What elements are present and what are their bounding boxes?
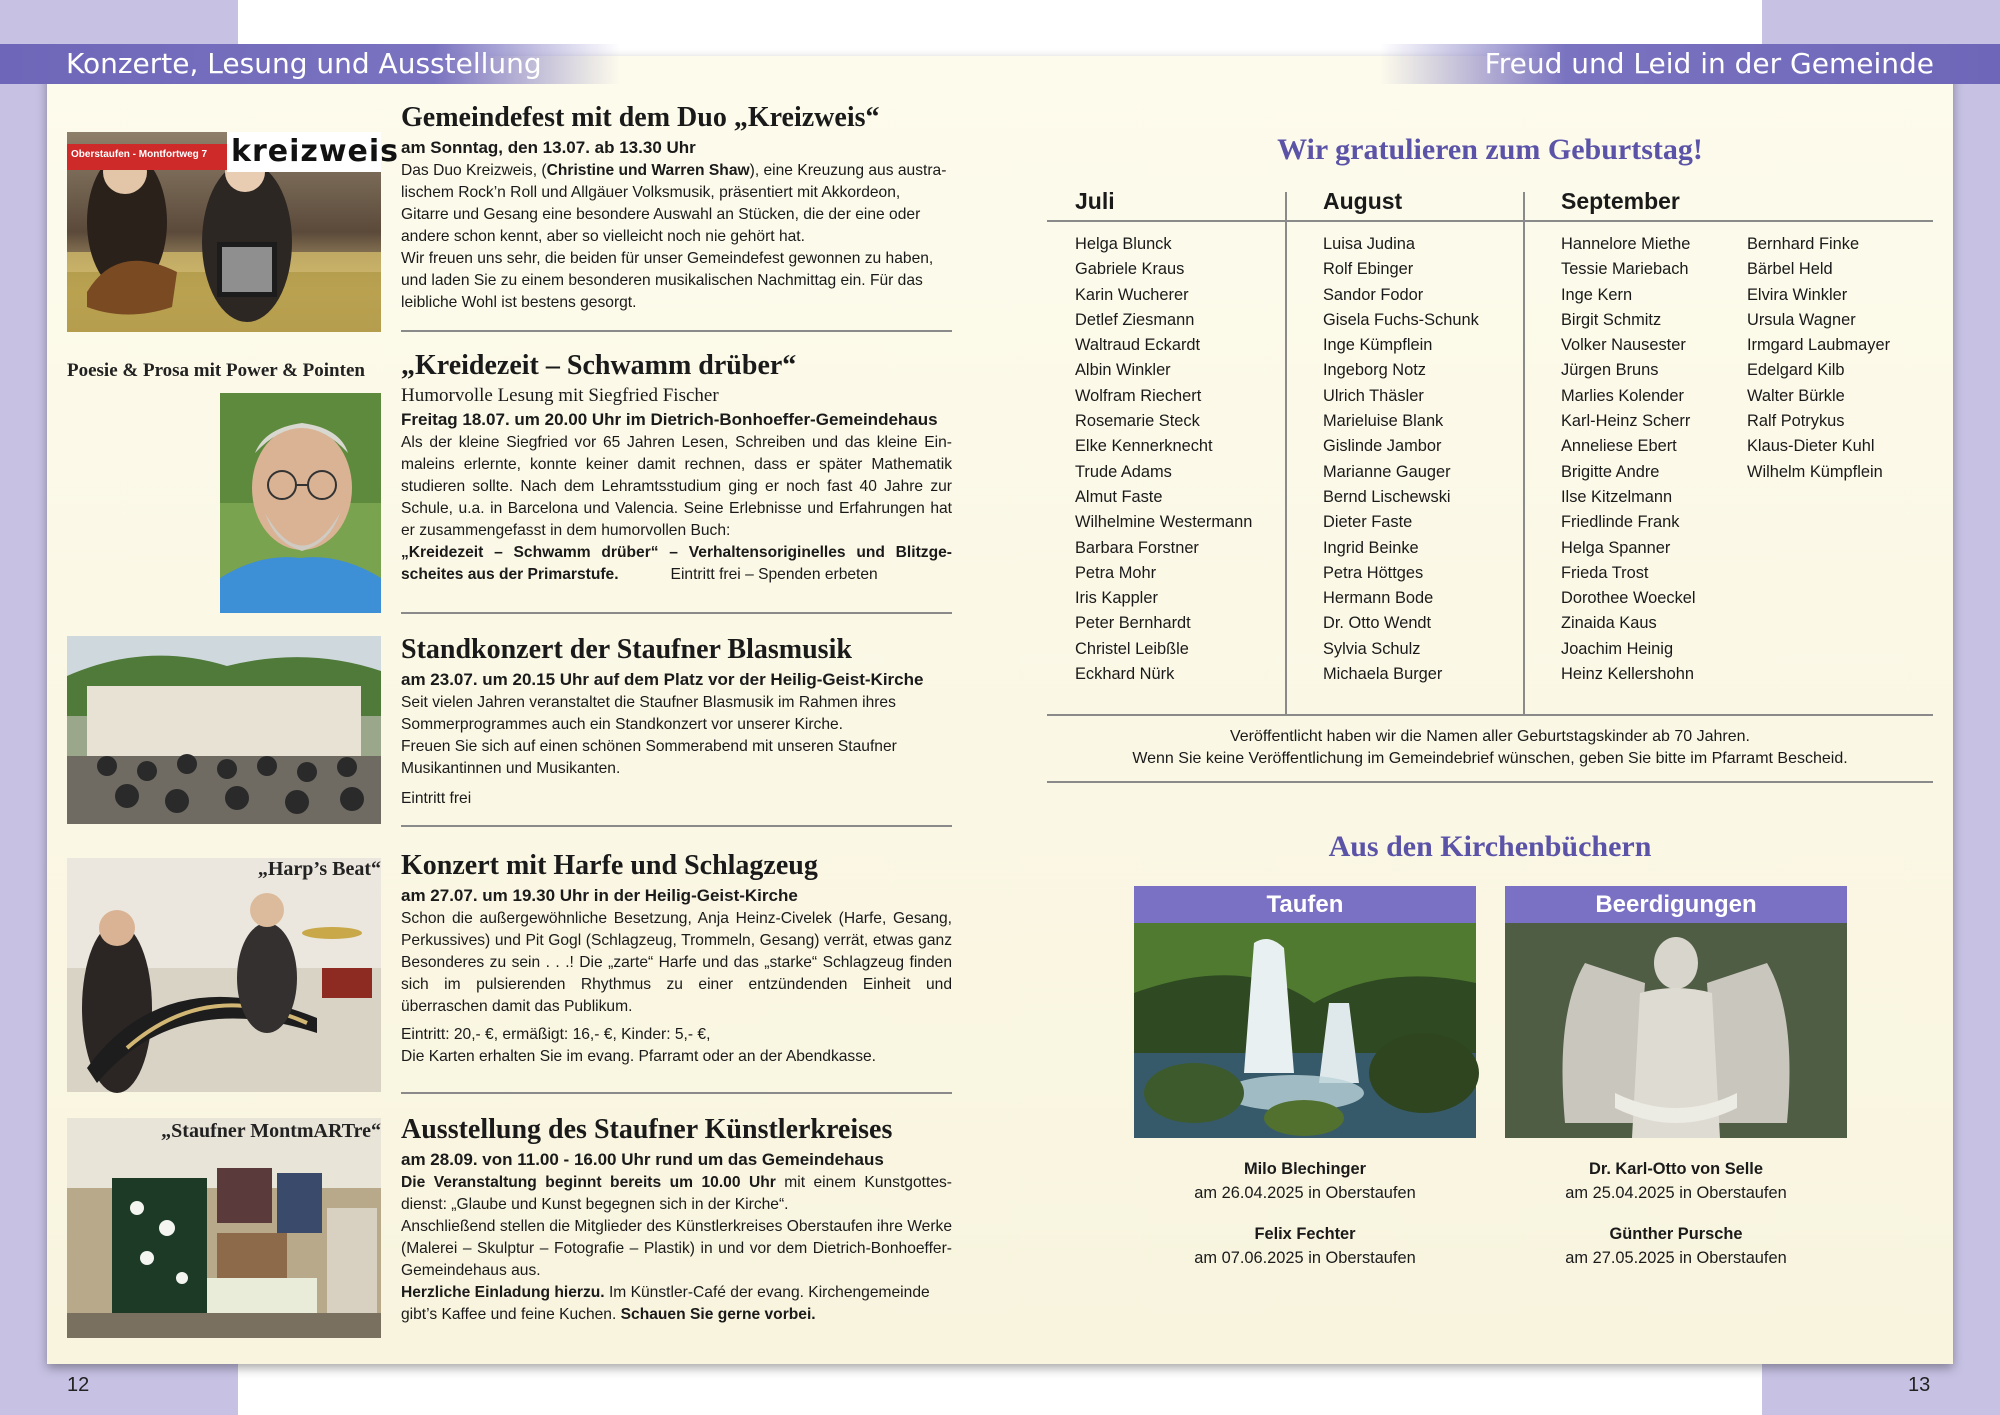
kreizweis-banner-logo: kreizweis xyxy=(231,134,400,169)
event-date: am 23.07. um 20.15 Uhr auf dem Platz vor der Heilig-Geist-Kirche xyxy=(401,670,924,689)
names-september xyxy=(1561,232,1696,687)
note-rule-top xyxy=(1047,714,1933,716)
birthday-name: Inge Kern xyxy=(1561,285,1633,304)
birthday-name: Helga Spanner xyxy=(1561,538,1671,557)
baptism-name: Milo Blechinger xyxy=(1243,1160,1367,1178)
birthday-name: Gabriele Kraus xyxy=(1075,260,1185,279)
birthday-name: Brigitte Andre xyxy=(1561,462,1660,481)
column-divider xyxy=(1285,192,1287,714)
names-juli xyxy=(1075,232,1252,687)
event-harfe-schlagzeug xyxy=(67,848,952,1092)
event-kreidezeit xyxy=(67,348,952,613)
names-august xyxy=(1323,232,1479,687)
birthday-name: Detlef Ziesmann xyxy=(1075,310,1195,329)
birthday-name: Eckhard Nürk xyxy=(1075,665,1175,684)
baptisms-header: Taufen xyxy=(1134,886,1476,923)
birthday-name: Petra Mohr xyxy=(1075,563,1157,582)
birthday-name: Dorothee Woeckel xyxy=(1561,589,1696,608)
birthday-name: Edelgard Kilb xyxy=(1747,361,1845,380)
left-section-title: Konzerte, Lesung und Ausstellung xyxy=(66,47,542,80)
note-rule-bottom xyxy=(1047,781,1933,783)
funeral-entry xyxy=(1504,1222,1848,1270)
event-divider xyxy=(401,612,952,614)
baptism-detail: am 07.06.2025 in Oberstaufen xyxy=(1194,1249,1416,1267)
event-description-2: Anschließend stellen die Mitglieder des Künstlerkreises Oberstaufen ihre Werke (Malerei – Skulptur – Fotografie – Plastik) in und vor dem Dietrich-Bonhoeffer-Gemeindehaus aus. xyxy=(401,1218,952,1279)
birthday-name: Hermann Bode xyxy=(1323,589,1434,608)
page-number-right: 13 xyxy=(1908,1374,1931,1396)
event-date: am 27.07. um 19.30 Uhr in der Heilig-Geist-Kirche xyxy=(401,886,798,905)
birthday-name: Bärbel Held xyxy=(1747,260,1833,279)
birthday-name: Marieluise Blank xyxy=(1323,412,1444,431)
birthday-name: Wolfram Riechert xyxy=(1075,386,1202,405)
birthday-heading: Wir gratulieren zum Geburtstag! xyxy=(1277,133,1703,166)
right-section-band xyxy=(1380,44,2000,84)
column-divider xyxy=(1523,192,1525,714)
montmartre-photo xyxy=(67,1118,381,1338)
event-admission: Eintritt frei xyxy=(401,790,472,807)
funeral-detail: am 25.04.2025 in Oberstaufen xyxy=(1565,1184,1787,1202)
event-tickets: Die Karten erhalten Sie im evang. Pfarramt oder an der Abendkasse. xyxy=(401,1048,877,1065)
birthday-name: Almut Faste xyxy=(1075,487,1163,506)
harps-beat-photo xyxy=(67,858,381,1092)
event-closing: Herzliche Einladung hierzu. Im Künstler-Café der evang. Kirchengemeinde gibt’s Kaffee und feine Kuchen. Schauen Sie gerne vorbei. xyxy=(401,1284,930,1323)
birthday-name: Tessie Mariebach xyxy=(1561,260,1689,279)
event-subtitle: Humorvolle Lesung mit Siegfried Fischer xyxy=(401,385,719,406)
poesie-caption: Poesie & Prosa mit Power & Pointen xyxy=(67,360,365,381)
event-title: Konzert mit Harfe und Schlagzeug xyxy=(401,850,818,881)
birthday-name: Marianne Gauger xyxy=(1323,462,1451,481)
birthday-name: Sandor Fodor xyxy=(1323,285,1424,304)
birthday-name: Iris Kappler xyxy=(1075,589,1158,608)
birthday-note-line1: Veröffentlicht haben wir die Namen aller Geburtstagskinder ab 70 Jahren. xyxy=(1229,728,1750,745)
event-admission: Eintritt frei – Spenden erbeten xyxy=(670,566,878,583)
birthday-name: Elvira Winkler xyxy=(1747,285,1848,304)
church-books-heading: Aus den Kirchenbüchern xyxy=(1328,830,1652,863)
month-header-september: September xyxy=(1561,188,1680,214)
event-title: Standkonzert der Staufner Blasmusik xyxy=(401,634,852,665)
angel-statue-photo xyxy=(1505,923,1847,1138)
birthday-name: Irmgard Laubmayer xyxy=(1747,336,1891,355)
birthday-name: Christel Leibßle xyxy=(1075,639,1189,658)
birthday-name: Barbara Forstner xyxy=(1075,538,1199,557)
birthday-name: Petra Höttges xyxy=(1323,563,1424,582)
birthday-name: Michaela Burger xyxy=(1323,665,1443,684)
birthday-name: Joachim Heinig xyxy=(1561,639,1674,658)
birthday-name: Dr. Otto Wendt xyxy=(1323,614,1432,633)
birthday-name: Sylvia Schulz xyxy=(1323,639,1421,658)
kreizweis-photo xyxy=(67,132,400,332)
event-description: Das Duo Kreizweis, (Christine und Warren Shaw), eine Kreuzung aus australischem Rock’n Roll und Allgäuer Volksmusik, präsentiert mit Akkordeon, Gitarre und Gesang eine besondere Auswahl an Stücken, die der eine oder andere schon kennt, aber so vielleicht noch nie gehört hat. xyxy=(401,162,947,245)
birthday-name: Wilhelm Kümpflein xyxy=(1747,462,1883,481)
event-gemeindefest xyxy=(67,100,952,332)
birthday-name: Inge Kümpflein xyxy=(1323,336,1433,355)
birthday-name: Rolf Ebinger xyxy=(1323,260,1414,279)
birthday-name: Luisa Judina xyxy=(1323,235,1416,253)
event-divider xyxy=(401,330,952,332)
birthday-name: Ingeborg Notz xyxy=(1323,361,1426,380)
event-title: „Kreidezeit – Schwamm drüber“ xyxy=(401,350,797,381)
birthday-name: Waltraud Eckardt xyxy=(1075,336,1201,355)
event-description: Seit vielen Jahren veranstaltet die Staufner Blasmusik im Rahmen ihres Sommerprogrammes auch ein Standkonzert vor unserer Kirche. xyxy=(401,694,896,733)
blasmusik-photo xyxy=(67,636,381,824)
birthday-name: Hannelore Miethe xyxy=(1561,235,1691,253)
names-september-continued xyxy=(1747,232,1890,485)
birthday-name: Heinz Kellershohn xyxy=(1561,665,1695,684)
birthday-name: Bernd Lischewski xyxy=(1323,487,1451,506)
birthday-name: Ilse Kitzelmann xyxy=(1561,487,1673,506)
birthday-name: Helga Blunck xyxy=(1075,235,1172,253)
right-section-title: Freud und Leid in der Gemeinde xyxy=(1484,47,1934,80)
birthday-name: Bernhard Finke xyxy=(1747,235,1860,253)
event-description-2: Wir freuen uns sehr, die beiden für unser Gemeindefest gewonnen zu haben, und laden Sie zu einem besonderen musikalischen Nachmittag ein. Für das leibliche Wohl ist bestens gesorgt. xyxy=(401,250,934,311)
birthday-note-line2: Wenn Sie keine Veröffentlichung im Gemeindebrief wünschen, geben Sie bitte im Pfarramt Bescheid. xyxy=(1132,750,1848,767)
birthday-name: Walter Bürkle xyxy=(1747,386,1845,405)
birthday-name: Friedlinde Frank xyxy=(1561,513,1680,532)
birthday-name: Elke Kennerknecht xyxy=(1075,437,1213,456)
birthday-name: Peter Bernhardt xyxy=(1075,614,1191,633)
birthday-name: Ralf Potrykus xyxy=(1747,412,1845,431)
birthday-name: Dieter Faste xyxy=(1323,513,1413,532)
birthday-name: Albin Winkler xyxy=(1075,361,1171,380)
event-ausstellung xyxy=(67,1112,952,1338)
event-divider xyxy=(401,1092,952,1094)
funeral-entry xyxy=(1504,1157,1848,1205)
birthday-name: Ursula Wagner xyxy=(1747,310,1856,329)
funeral-name: Dr. Karl-Otto von Selle xyxy=(1589,1160,1763,1178)
baptism-name: Felix Fechter xyxy=(1254,1225,1356,1243)
birthday-name: Ingrid Beinke xyxy=(1323,538,1419,557)
funeral-name: Günther Pursche xyxy=(1609,1225,1743,1243)
montmartre-caption: „Staufner MontmARTre“ xyxy=(161,1120,381,1142)
birthday-name: Anneliese Ebert xyxy=(1561,437,1677,456)
baptism-entry xyxy=(1133,1222,1477,1270)
event-title: Ausstellung des Staufner Künstlerkreises xyxy=(401,1114,893,1145)
birthday-name: Trude Adams xyxy=(1075,462,1172,481)
event-standkonzert xyxy=(67,632,952,824)
kreizweis-banner-address: Oberstaufen - Montfortweg 7 xyxy=(71,149,208,160)
baptism-detail: am 26.04.2025 in Oberstaufen xyxy=(1194,1184,1416,1202)
event-description-2: Freuen Sie sich auf einen schönen Sommerabend mit unseren Staufner Musikantinnen und Musikanten. xyxy=(401,738,897,777)
birthday-name: Zinaida Kaus xyxy=(1561,614,1657,633)
birthday-name: Jürgen Bruns xyxy=(1561,361,1659,380)
event-date: am 28.09. von 11.00 - 16.00 Uhr rund um das Gemeindehaus xyxy=(401,1150,884,1169)
birthday-name: Frieda Trost xyxy=(1561,563,1649,582)
birthday-name: Klaus-Dieter Kuhl xyxy=(1747,437,1875,456)
siegfried-fischer-photo xyxy=(220,393,381,613)
left-section-band xyxy=(0,44,620,84)
birthday-name: Karin Wucherer xyxy=(1075,285,1189,304)
event-divider xyxy=(401,825,952,827)
event-description: Die Veranstaltung beginnt bereits um 10.00 Uhr mit einem Kunstgottesdienst: „Glaube und Kunst begegnen sich in der Kirche“. xyxy=(401,1174,952,1213)
birthday-name: Karl-Heinz Scherr xyxy=(1561,412,1691,431)
event-prices: Eintritt: 20,- €, ermäßigt: 16,- €, Kinder: 5,- €, xyxy=(401,1026,711,1043)
birthday-name: Birgit Schmitz xyxy=(1561,310,1662,329)
birthday-name: Wilhelmine Westermann xyxy=(1075,513,1253,532)
baptism-entry xyxy=(1133,1157,1477,1205)
birthday-name: Marlies Kolender xyxy=(1561,386,1684,405)
birthday-name: Gisela Fuchs-Schunk xyxy=(1323,310,1479,329)
event-description: Als der kleine Siegfried vor 65 Jahren Lesen, Schreiben und das kleine Einmaleins erlernte, konnte keiner damit rechnen, dass er später Mathematik studieren sollte. Nach dem Lehramtsstudium ging er noch fast 40 Jahre zur Schule, u.a. in Barcelona und Valencia. Seine Erlebnisse und Erfahrungen hat er zusammengefasst in dem humorvollen Buch: xyxy=(401,434,952,539)
page-number-left: 12 xyxy=(67,1374,90,1396)
birthday-name: Ulrich Thäsler xyxy=(1323,386,1424,405)
event-title: Gemeindefest mit dem Duo „Kreizweis“ xyxy=(401,102,880,133)
book-title: „Kreidezeit – Schwamm drüber“ – Verhaltensoriginelles und Blitzgescheites aus der Primarstufe. Eintritt frei – Spenden erbeten xyxy=(401,544,952,583)
funeral-detail: am 27.05.2025 in Oberstaufen xyxy=(1565,1249,1787,1267)
harps-beat-caption: „Harp’s Beat“ xyxy=(257,858,381,880)
birthday-note xyxy=(1047,726,1933,770)
waterfall-photo xyxy=(1134,923,1476,1138)
funerals-header: Beerdigungen xyxy=(1505,886,1847,923)
month-header-august: August xyxy=(1323,188,1403,214)
event-date: am Sonntag, den 13.07. ab 13.30 Uhr xyxy=(401,138,696,157)
event-description: Schon die außergewöhnliche Besetzung, Anja Heinz-Civelek (Harfe, Gesang, Perkussives) und Pit Gogl (Schlagzeug, Trommeln, Gesang) verrät, etwas ganz Besonderes zu sein . . .! Die „zarte“ Harfe und das „starke“ Schlagzeug finden sich im pulsierenden Rhythmus zu einer entzündenden Einheit und überraschen damit das Publikum. xyxy=(401,910,952,1015)
birthday-table xyxy=(1047,188,1933,714)
birthday-name: Volker Nausester xyxy=(1561,336,1686,355)
birthday-name: Rosemarie Steck xyxy=(1075,412,1200,431)
month-header-juli: Juli xyxy=(1075,188,1115,214)
table-header-rule xyxy=(1047,220,1933,222)
event-date: Freitag 18.07. um 20.00 Uhr im Dietrich-Bonhoeffer-Gemeindehaus xyxy=(401,410,938,429)
birthday-name: Gislinde Jambor xyxy=(1323,437,1442,456)
